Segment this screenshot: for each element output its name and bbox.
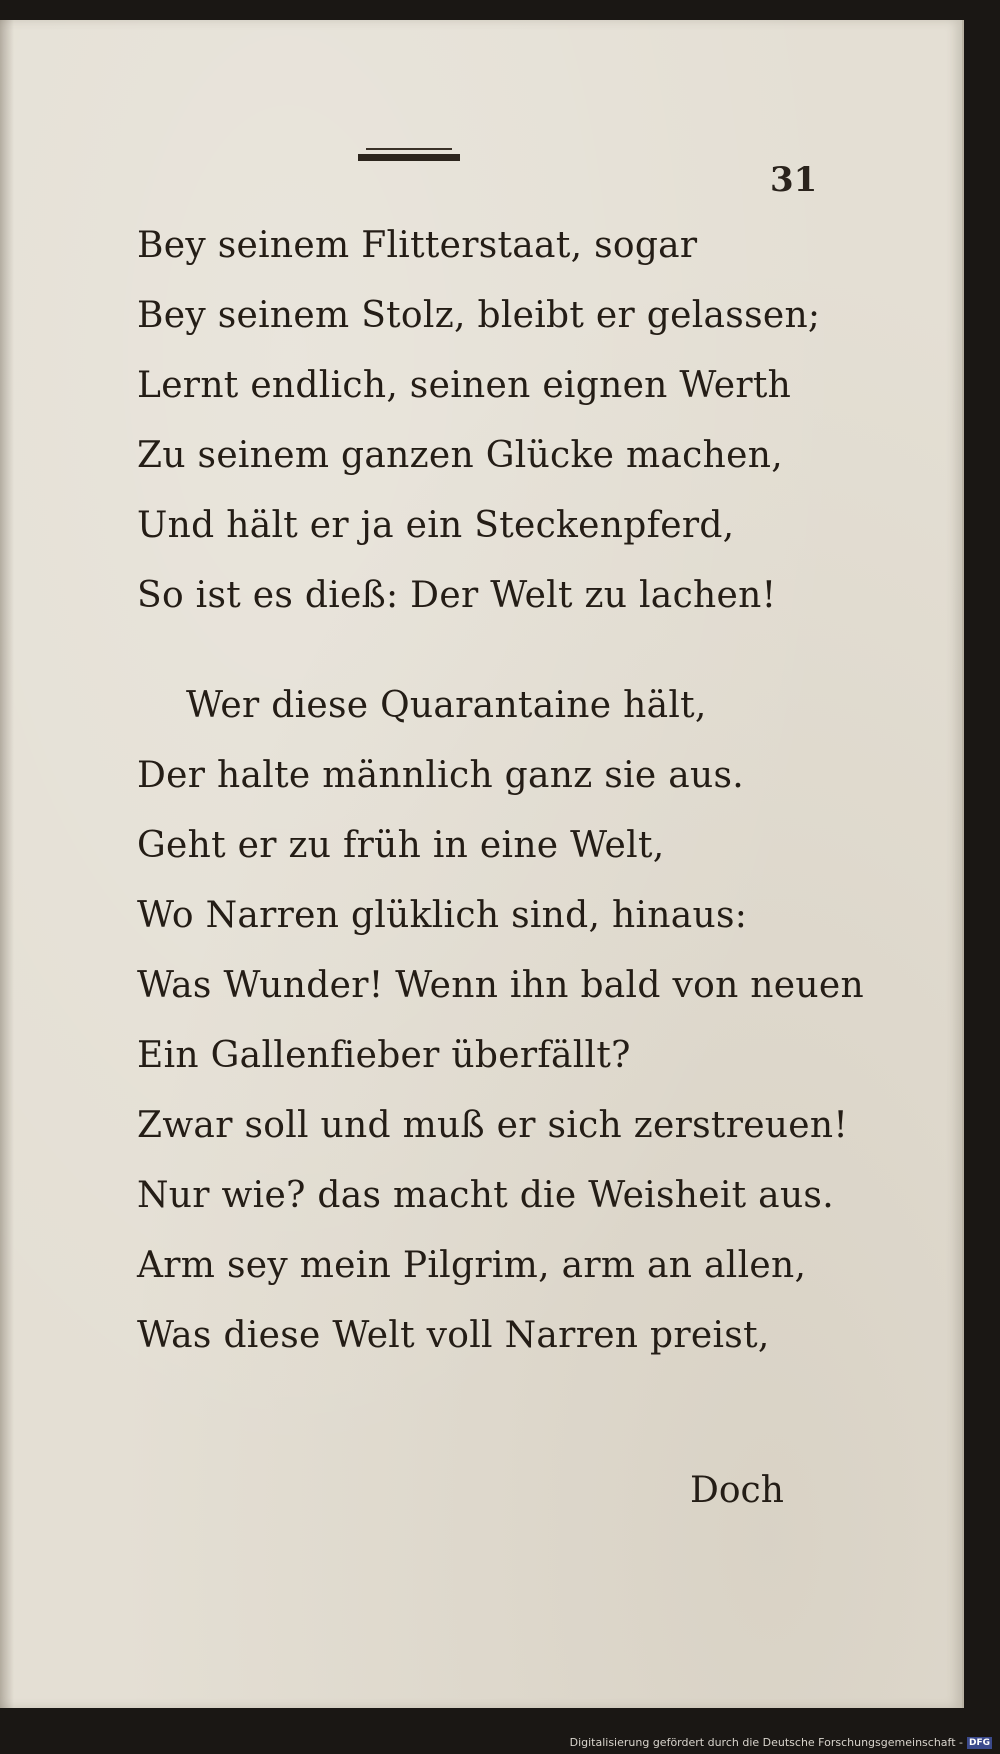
page-gutter-shadow [0,20,14,1708]
verse-line: Nur wie? das macht die Weisheit aus. [137,1175,834,1216]
verse-line: Bey seinem Stolz, bleibt er gelassen; [137,295,821,336]
ornament-thick-line [358,154,460,161]
verse-line: Wo Narren glüklich sind, hinaus: [137,895,748,936]
verse-line: Zwar soll und muß er sich zerstreuen! [137,1105,849,1146]
verse-line: Arm sey mein Pilgrim, arm an allen, [137,1245,807,1286]
page-number: 31 [770,160,818,200]
book-page [0,20,964,1708]
verse-line: Und hält er ja ein Steckenpferd, [137,505,735,546]
verse-line: Ein Gallenfieber überfällt? [137,1035,631,1076]
verse-line: So ist es dieß: Der Welt zu lachen! [137,575,777,616]
stanza-first-line: Wer diese Quarantaine hält, [186,685,707,726]
funding-credit-text: Digitalisierung gefördert durch die Deutsche Forschungsgemeinschaft - [569,1736,963,1749]
catchword: Doch [690,1470,784,1511]
digitization-footer [570,1736,992,1749]
verse-line: Zu seinem ganzen Glücke machen, [137,435,783,476]
verse-line: Was Wunder! Wenn ihn bald von neuen [137,965,864,1006]
verse-line: Was diese Welt voll Narren preist, [137,1315,770,1356]
verse-line: Geht er zu früh in eine Welt, [137,825,665,866]
verse-line: Lernt endlich, seinen eignen Werth [137,365,792,406]
ornament-thin-line [366,148,452,150]
dfg-logo: DFG [968,1737,990,1748]
header-ornament-rule [358,148,460,164]
verse-line: Der halte männlich ganz sie aus. [137,755,744,796]
verse-line: Bey seinem Flitterstaat, sogar [137,225,698,266]
